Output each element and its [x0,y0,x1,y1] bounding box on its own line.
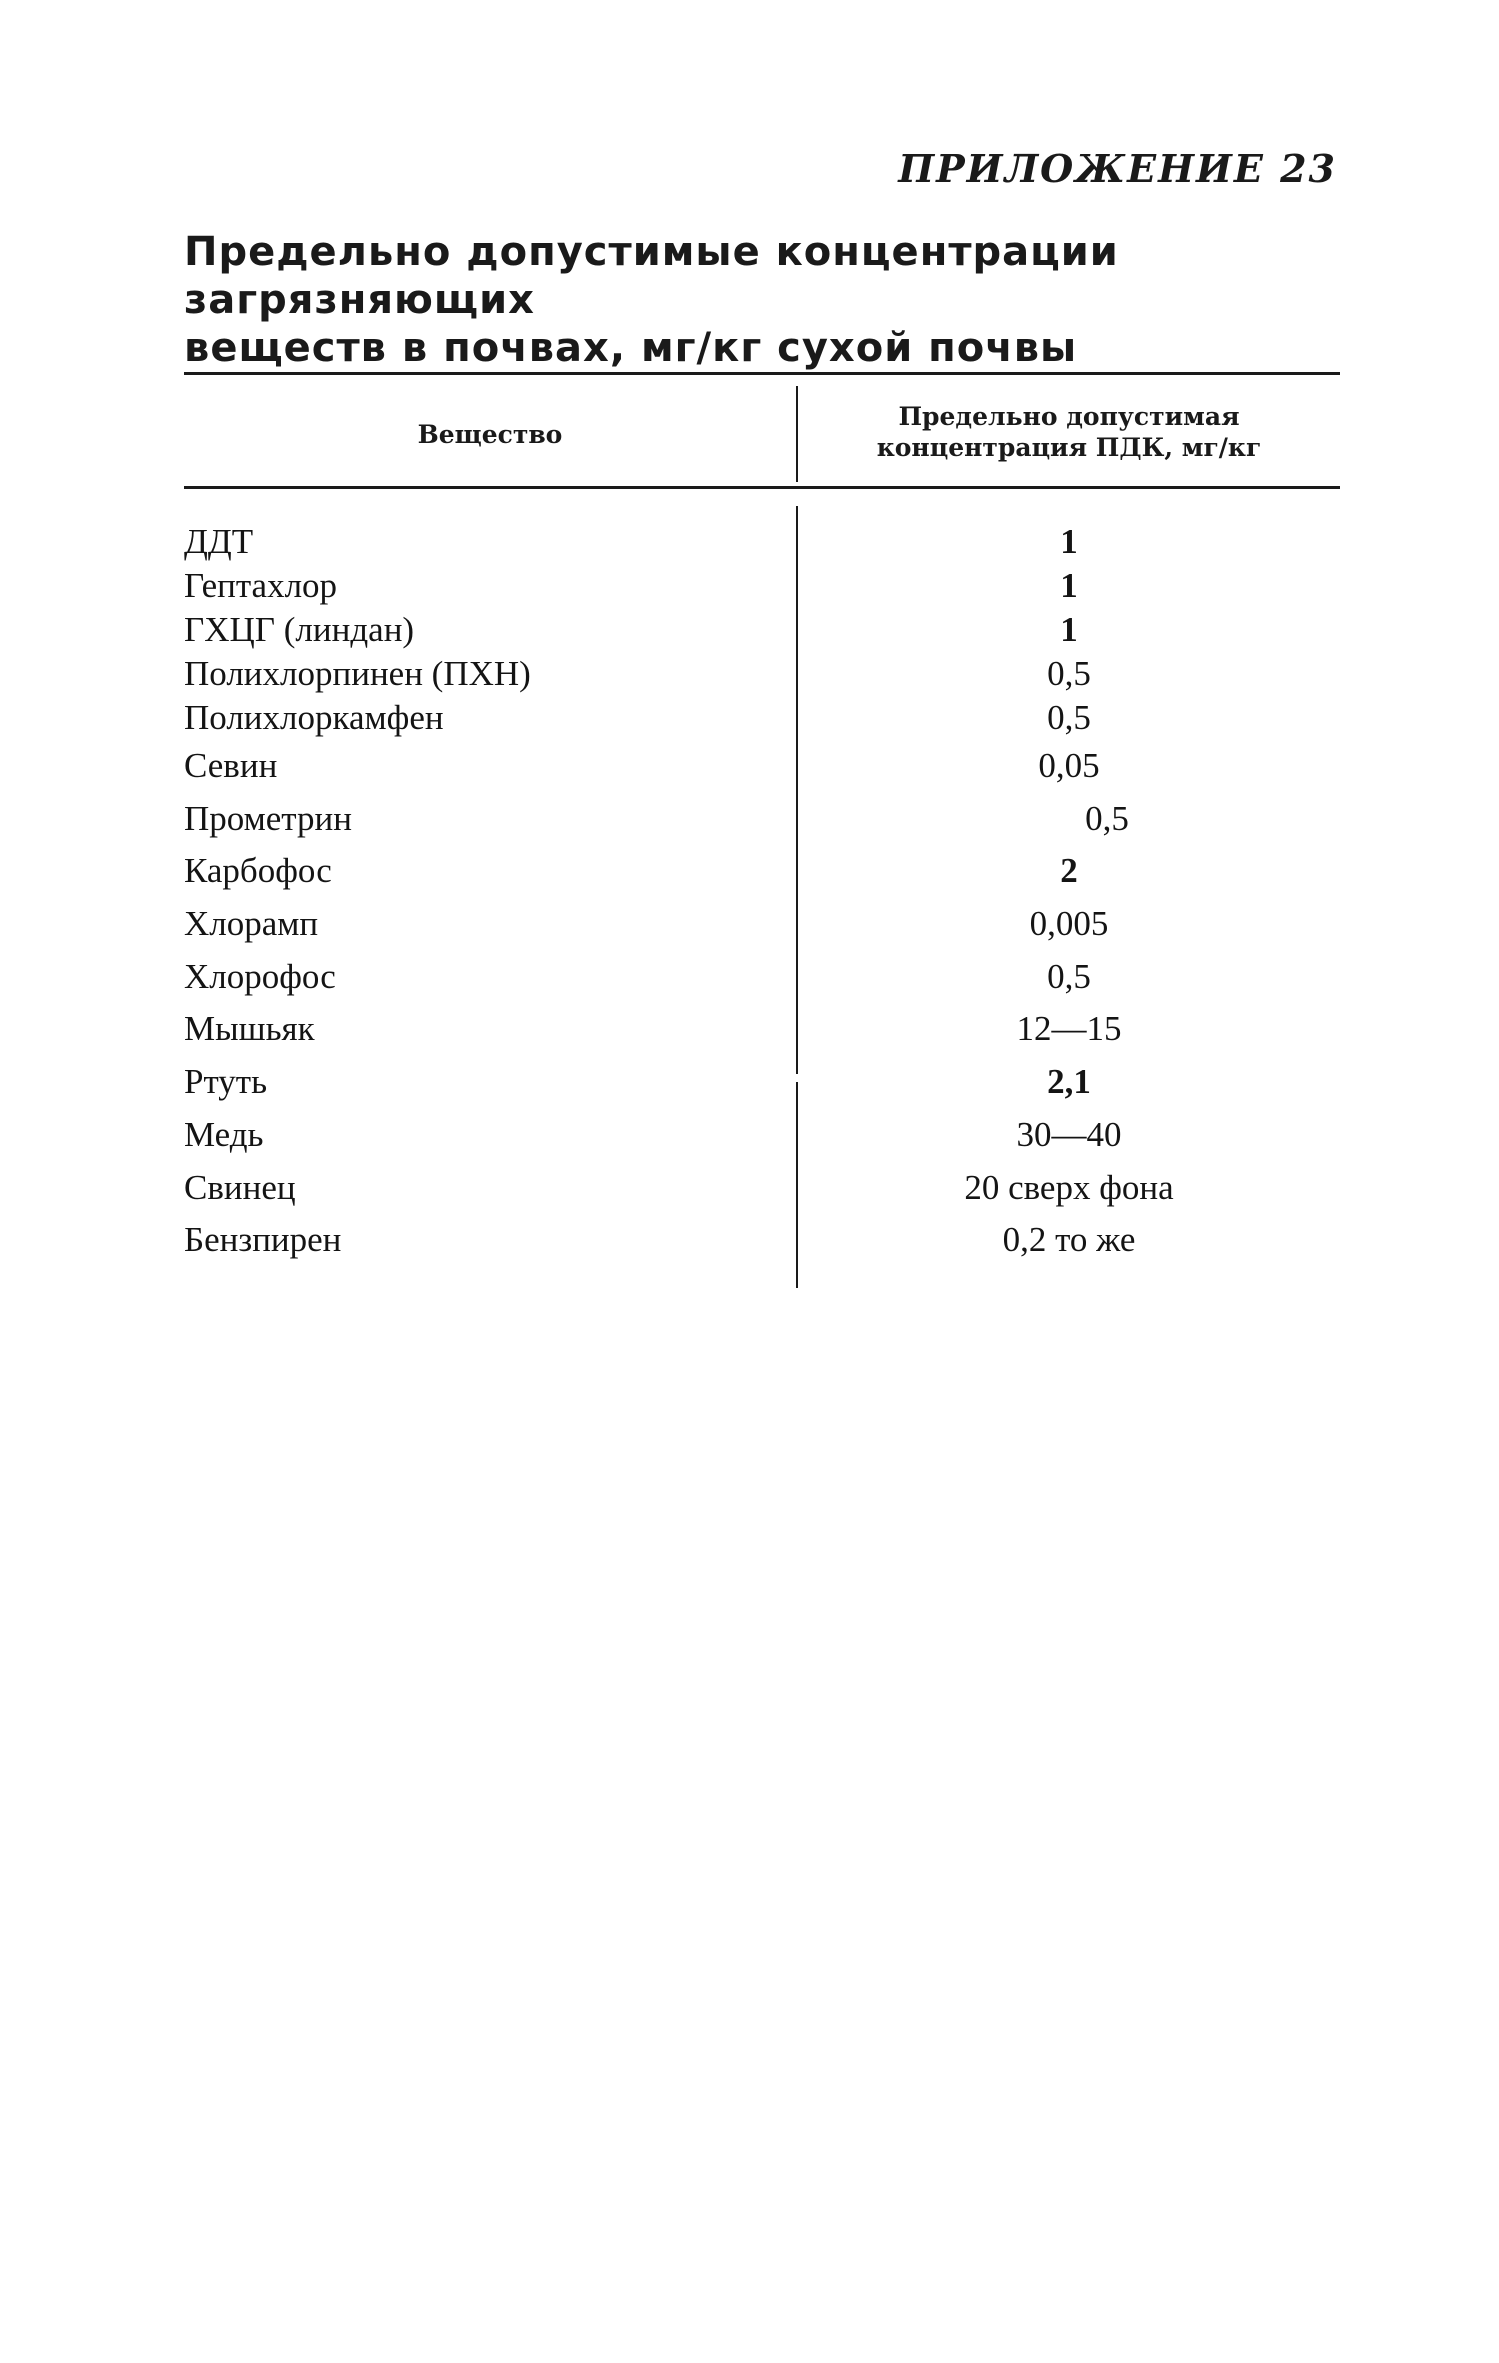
substance-name: Полихлоркамфен [184,698,444,737]
limit-value: 0,5 [1047,698,1091,737]
table-row [184,740,1340,793]
substance-name: Ртуть [184,1062,268,1102]
substance-name: ГХЦГ (линдан) [184,610,415,649]
substance-name: Карбофос [184,851,332,891]
page-title [184,228,1364,372]
table-row [184,845,1340,898]
substance-name: Прометрин [184,798,352,838]
title-line-1: Предельно допустимые концентрации загрязняющих [184,229,1119,323]
substance-name: Мышьяк [184,1009,315,1049]
limit-value: 2,1 [1047,1062,1091,1102]
table-row [184,564,1340,608]
limit-value: 0,05 [1038,746,1100,785]
limit-value: 0,2 то же [1002,1220,1136,1260]
substance-name: Гептахлор [184,566,338,605]
limit-value: 12—15 [1016,1009,1122,1049]
limit-value: 2 [1060,851,1078,891]
table-row [184,793,1340,846]
limit-value: 30—40 [1016,1114,1122,1154]
limit-value: 0,005 [1029,904,1109,944]
table-row [184,652,1340,696]
limit-value: 1 [1060,522,1078,561]
table-row [184,1003,1340,1056]
substance-name: Бензпирен [184,1220,342,1260]
limit-value: 0,5 [1085,798,1129,838]
substance-name: Полихлорпинен (ПХН) [184,654,531,693]
table-header-rule [184,486,1340,489]
table-row [184,898,1340,951]
table-row [184,1056,1340,1109]
table-row [184,608,1340,652]
substance-name: Медь [184,1114,264,1154]
column-header-substance: Вещество [417,420,563,449]
column-header-limit-line-2: концентрация ПДК, мг/кг [876,433,1262,462]
substance-name: ДДТ [184,522,254,561]
table-row [184,951,1340,1004]
table-row [184,520,1340,564]
limit-value: 0,5 [1047,654,1091,693]
appendix-label: ПРИЛОЖЕНИЕ 23 [898,146,1337,191]
title-line-2: веществ в почвах, мг/кг сухой почвы [184,325,1078,371]
table-row [184,696,1340,740]
limit-value: 20 сверх фона [964,1167,1174,1207]
substance-table-body [184,520,1340,1267]
table-row [184,1214,1340,1267]
table-row [184,1109,1340,1162]
table-row [184,1162,1340,1215]
limit-value: 1 [1060,610,1078,649]
substance-name: Свинец [184,1167,296,1207]
table-top-rule [184,372,1340,375]
column-header-limit [798,401,1340,463]
limit-value: 1 [1060,566,1078,605]
substance-name: Хлорофос [184,956,336,996]
substance-name: Хлорамп [184,904,319,944]
substance-name: Севин [184,746,278,785]
column-header-limit-line-1: Предельно допустимая [898,402,1240,431]
limit-value: 0,5 [1047,956,1091,996]
